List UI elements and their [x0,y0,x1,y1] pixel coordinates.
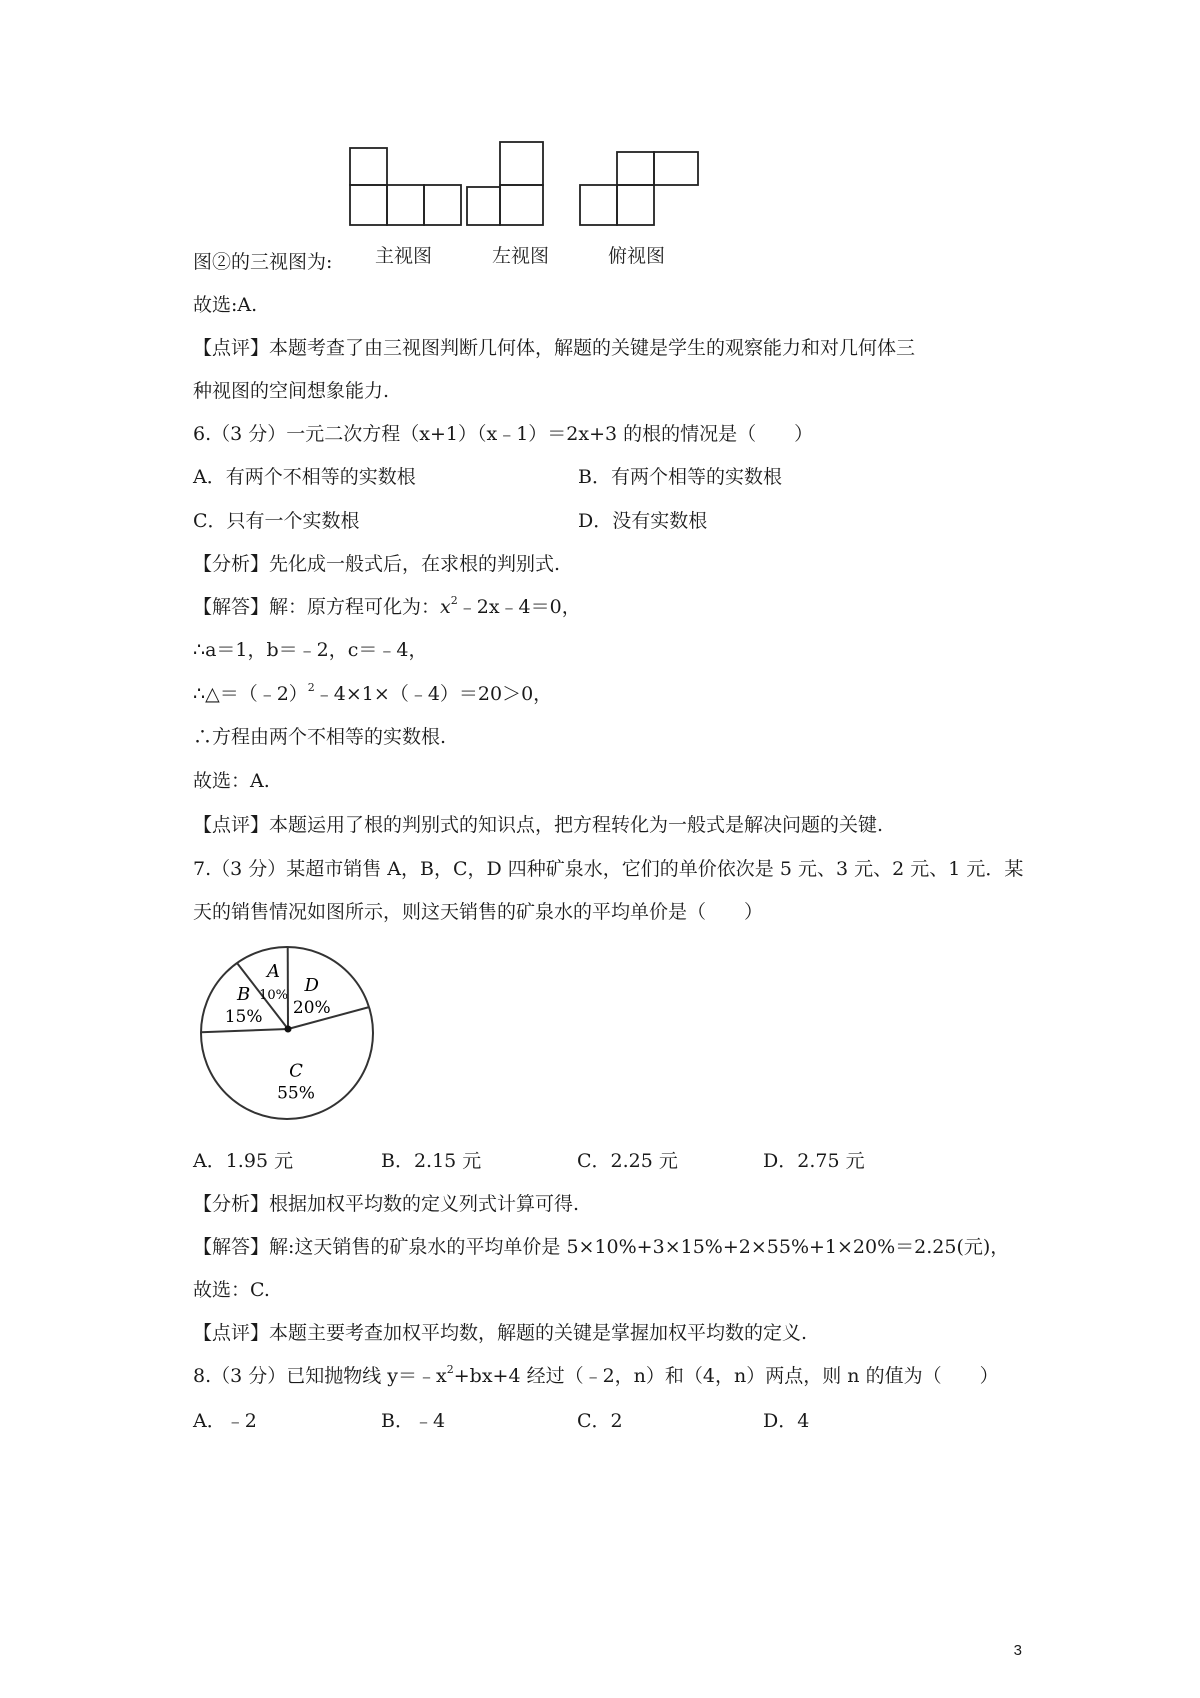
q6-line3-sup: 2 [307,681,315,694]
q8-stem-sup: 2 [446,1363,454,1376]
pie-value-A: 10% [259,988,289,1004]
pie-value-B: 15% [224,1006,263,1027]
q6-answer-sup: 2 [450,594,458,607]
q6-line2: ∴a＝1，b＝﹣2，c＝﹣4， [193,639,428,661]
q6-line3 [193,680,552,708]
q6-line3-b: ﹣4×1×（﹣4）＝20＞0， [314,683,553,705]
top-view-caption: 俯视图 [608,245,666,267]
q6-answer [193,593,581,621]
q7-stem-2: 天的销售情况如图所示，则这天销售的矿泉水的平均单价是（ ） [193,901,764,923]
pie-center-dot [285,1026,292,1033]
pie-label-B: B [237,983,251,1005]
q6-review: 【点评】本题运用了根的判别式的知识点，把方程转化为一般式是解决问题的关键. [193,814,884,836]
q5-choose: 故选:A. [193,294,258,316]
q7-answer: 【解答】解:这天销售的矿泉水的平均单价是 5×10%+3×15%+2×55%+1×20%＝2.25(元)， [193,1236,1010,1258]
three-views-figure [340,130,720,280]
q7-option-d: D．2.75 元 [763,1150,865,1172]
pie-value-C: 55% [277,1083,315,1104]
front-view-caption: 主视图 [375,245,433,267]
q5-review-1: 【点评】本题考查了由三视图判断几何体，解题的关键是学生的观察能力和对几何体三 [193,337,916,359]
q8-option-b: B．﹣4 [381,1410,446,1432]
q7-review: 【点评】本题主要考查加权平均数，解题的关键是掌握加权平均数的定义. [193,1322,808,1344]
q7-choose: 故选：C. [193,1279,270,1301]
q6-option-d: D．没有实数根 [578,510,708,532]
q7-option-b: B．2.15 元 [381,1150,482,1172]
q6-line3-a: ∴△＝（﹣2） [193,683,308,705]
q8-option-a: A．﹣2 [193,1410,257,1432]
q7-analysis: 【分析】根据加权平均数的定义列式计算可得. [193,1193,580,1215]
q7-option-a: A．1.95 元 [193,1150,294,1172]
q6-option-b: B．有两个相等的实数根 [578,466,782,488]
pie-value-D: 20% [292,997,331,1018]
pie-label-C: C [289,1060,303,1082]
q6-analysis: 【分析】先化成一般式后，在求根的判别式. [193,553,561,575]
q8-option-d: D．4 [763,1410,810,1432]
q7-stem-1: 7.（3 分）某超市销售 A，B，C，D 四种矿泉水，它们的单价依次是 5 元、3 元、2 元、1 元．某 [193,858,1024,880]
q8-stem [193,1362,999,1390]
q6-line4: ∴方程由两个不相等的实数根. [193,726,447,748]
pie-label-D: D [304,974,319,996]
left-view-caption: 左视图 [492,245,550,267]
q8-stem-b: +bx+4 经过（﹣2，n）和（4，n）两点，则 n 的值为（ ） [453,1365,999,1387]
q6-answer-text: 【解答】解：原方程可化为： [193,596,441,618]
page-number: 3 [1013,1642,1022,1659]
q6-answer-eq: ﹣2x﹣4＝0， [457,596,581,618]
q8-stem-a: 8.（3 分）已知抛物线 y＝﹣x [193,1365,447,1387]
q6-option-a: A．有两个不相等的实数根 [193,466,416,488]
pie-chart [196,942,378,1124]
q6-choose: 故选：A. [193,770,270,792]
q7-option-c: C．2.25 元 [577,1150,678,1172]
pie-label-A: A [267,961,281,983]
q6-option-c: C．只有一个实数根 [193,510,360,532]
q6-answer-var: x [440,596,451,618]
q5-review-2: 种视图的空间想象能力. [193,380,390,402]
views-lead: 图②的三视图为: [193,251,333,273]
front-view-top-cell [350,148,387,185]
q8-option-c: C．2 [577,1410,623,1432]
q6-stem: 6.（3 分）一元二次方程（x+1）（x﹣1）＝2x+3 的根的情况是（ ） [193,423,814,445]
